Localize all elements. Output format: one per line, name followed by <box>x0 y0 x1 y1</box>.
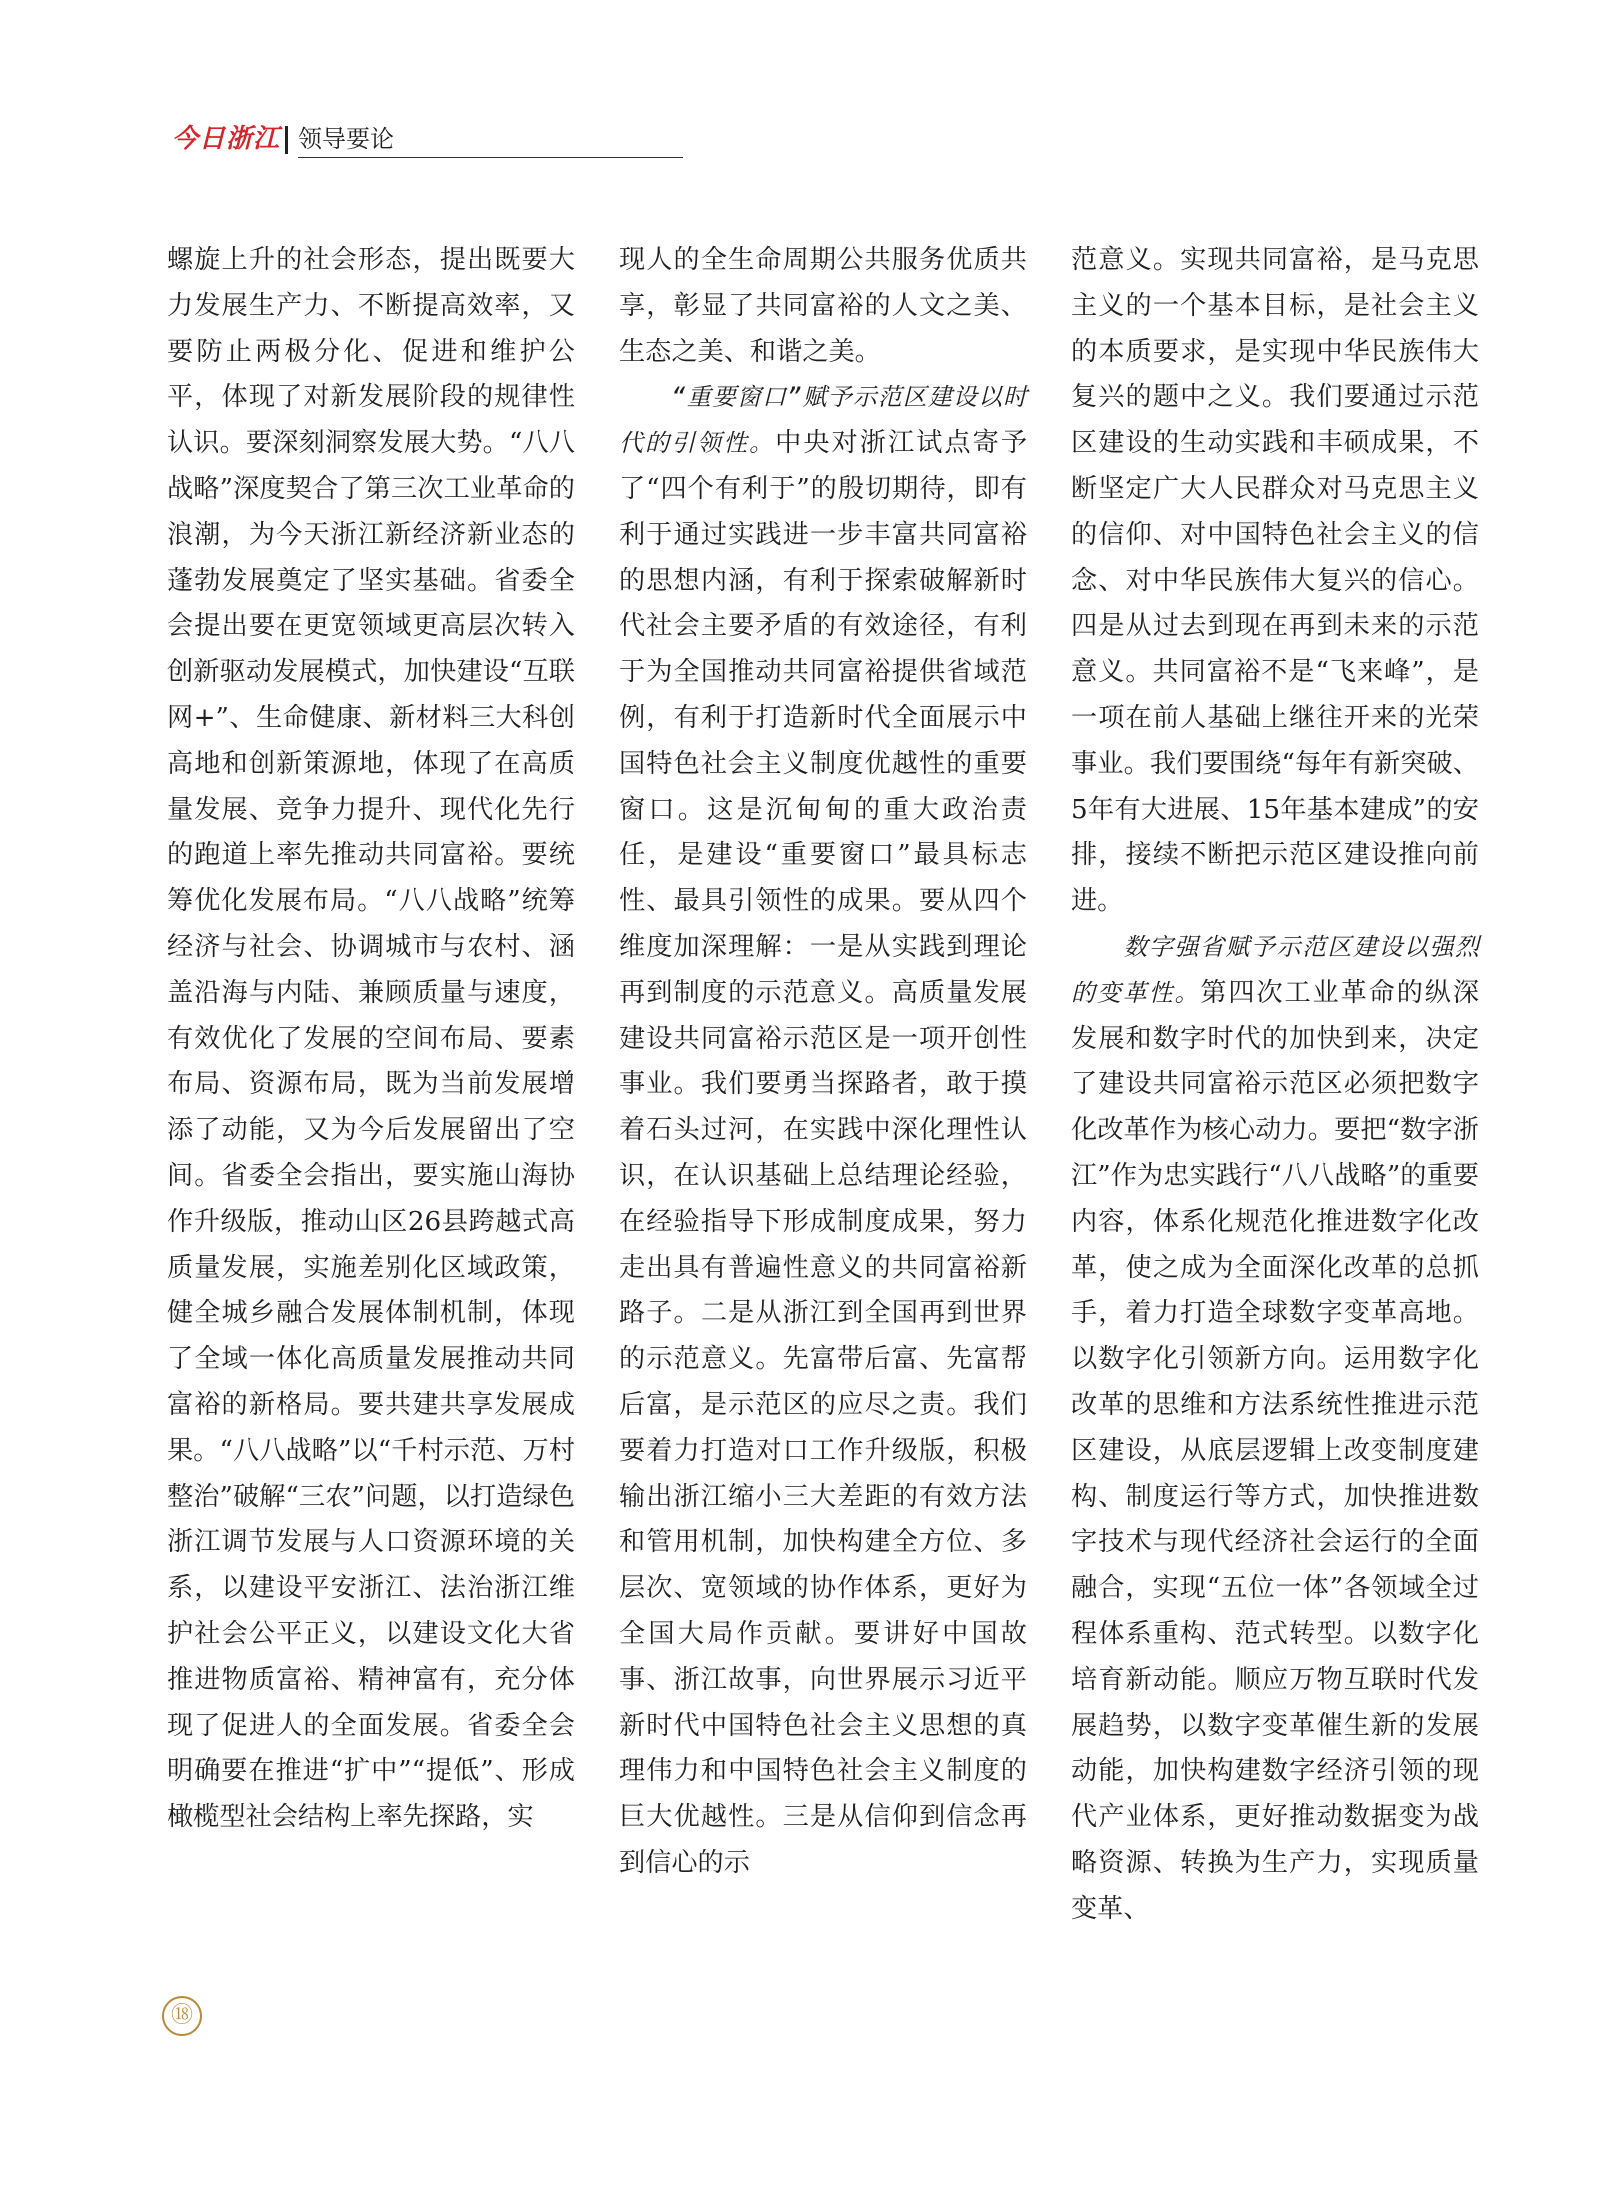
column-2-paragraph-2-body: 中央对浙江试点寄予了“四个有利于”的殷切期待，即有利于通过实践进一步丰富共同富裕的思想内涵，有利于探索破解新时代社会主要矛盾的有效途径，有利于为全国推动共同富裕提供省域范例，有利于打造新时代全面展示中国特色社会主义制度优越性的重要窗口。这是沉甸甸的重大政治责任，是建设“重要窗口”最具标志性、最具引领性的成果。要从四个维度加深理解：一是从实践到理论再到制度的示范意义。高质量发展建设共同富裕示范区是一项开创性事业。我们要勇当探路者，敢于摸着石头过河，在实践中深化理性认识，在认识基础上总结理论经验，在经验指导下形成制度成果，努力走出具有普遍性意义的共同富裕新路子。二是从浙江到全国再到世界的示范意义。先富带后富、先富帮后富，是示范区的应尽之责。我们要着力打造对口工作升级版，积极输出浙江缩小三大差距的有效方法和管用机制，加快构建全方位、多层次、宽领域的协作体系，更好为全国大局作贡献。要讲好中国故事、浙江故事，向世界展示习近平新时代中国特色社会主义思想的真理伟力和中国特色社会主义制度的巨大优越性。三是从信仰到信念再到信心的示 <box>619 428 1028 1878</box>
column-2-paragraph-2 <box>619 375 1027 1886</box>
page-number: ⑱ <box>162 1996 202 2036</box>
text-column-3 <box>1071 238 1479 1978</box>
subsection-heading-digital-province: 数字强省赋予示范区建设以强烈的变革性。 <box>1071 932 1479 1007</box>
column-3-paragraph-2 <box>1071 925 1479 1933</box>
column-1-paragraph: 螺旋上升的社会形态，提出既要大力发展生产力、不断提高效率，又要防止两极分化、促进和维护公平，体现了对新发展阶段的规律性认识。要深刻洞察发展大势。“八八战略”深度契合了第三次工业革命的浪潮，为今天浙江新经济新业态的蓬勃发展奠定了坚实基础。省委全会提出要在更宽领域更高层次转入创新驱动发展模式，加快建设“互联网+”、生命健康、新材料三大科创高地和创新策源地，体现了在高质量发展、竞争力提升、现代化先行的跑道上率先推动共同富裕。要统筹优化发展布局。“八八战略”统筹经济与社会、协调城市与农村、涵盖沿海与内陆、兼顾质量与速度，有效优化了发展的空间布局、要素布局、资源布局，既为当前发展增添了动能，又为今后发展留出了空间。省委全会指出，要实施山海协作升级版，推动山区26县跨越式高质量发展，实施差别化区域政策，健全城乡融合发展体制机制，体现了全域一体化高质量发展推动共同富裕的新格局。要共建共享发展成果。“八八战略”以“千村示范、万村整治”破解“三农”问题，以打造绿色浙江调节发展与人口资源环境的关系，以建设平安浙江、法治浙江维护社会公平正义，以建设文化大省推进物质富裕、精神富有，充分体现了促进人的全面发展。省委全会明确要在推进“扩中”“提低”、形成橄榄型社会结构上率先探路，实 <box>167 245 575 1833</box>
column-3-paragraph-1: 范意义。实现共同富裕，是马克思主义的一个基本目标，是社会主义的本质要求，是实现中华民族伟大复兴的题中之义。我们要通过示范区建设的生动实践和丰硕成果，不断坚定广大人民群众对马克思主义的信仰、对中国特色社会主义的信念、对中华民族伟大复兴的信心。四是从过去到现在再到未来的示范意义。共同富裕不是“飞来峰”，是一项在前人基础上继往开来的光荣事业。我们要围绕“每年有新突破、5年有大进展、15年基本建成”的安排，接续不断把示范区建设推向前进。 <box>1071 245 1479 917</box>
header-rule <box>298 157 683 158</box>
brand-logo: 今日浙江 <box>172 124 281 154</box>
page-header <box>172 122 512 158</box>
section-title: 领导要论 <box>298 125 394 153</box>
column-2-paragraph-1: 现人的全生命周期公共服务优质共享，彰显了共同富裕的人文之美、生态之美、和谐之美。 <box>619 245 1027 367</box>
text-column-1 <box>167 238 575 1978</box>
text-column-2 <box>619 238 1027 1978</box>
header-divider <box>285 126 288 154</box>
subsection-heading-important-window: “重要窗口”赋予示范区建设以时代的引领性。 <box>619 383 1027 458</box>
column-3-paragraph-2-body: 第四次工业革命的纵深发展和数字时代的加快到来，决定了建设共同富裕示范区必须把数字化改革作为核心动力。要把“数字浙江”作为忠实践行“八八战略”的重要内容，体系化规范化推进数字化改革，使之成为全面深化改革的总抓手，着力打造全球数字变革高地。以数字化引领新方向。运用数字化改革的思维和方法系统性推进示范区建设，从底层逻辑上改变制度建构、制度运行等方式，加快推进数字技术与现代经济社会运行的全面融合，实现“五位一体”各领域全过程体系重构、范式转型。以数字化培育新动能。顺应万物互联时代发展趋势，以数字变革催生新的发展动能，加快构建数字经济引领的现代产业体系，更好推动数据变为战略资源、转换为生产力，实现质量变革、 <box>1071 977 1480 1924</box>
